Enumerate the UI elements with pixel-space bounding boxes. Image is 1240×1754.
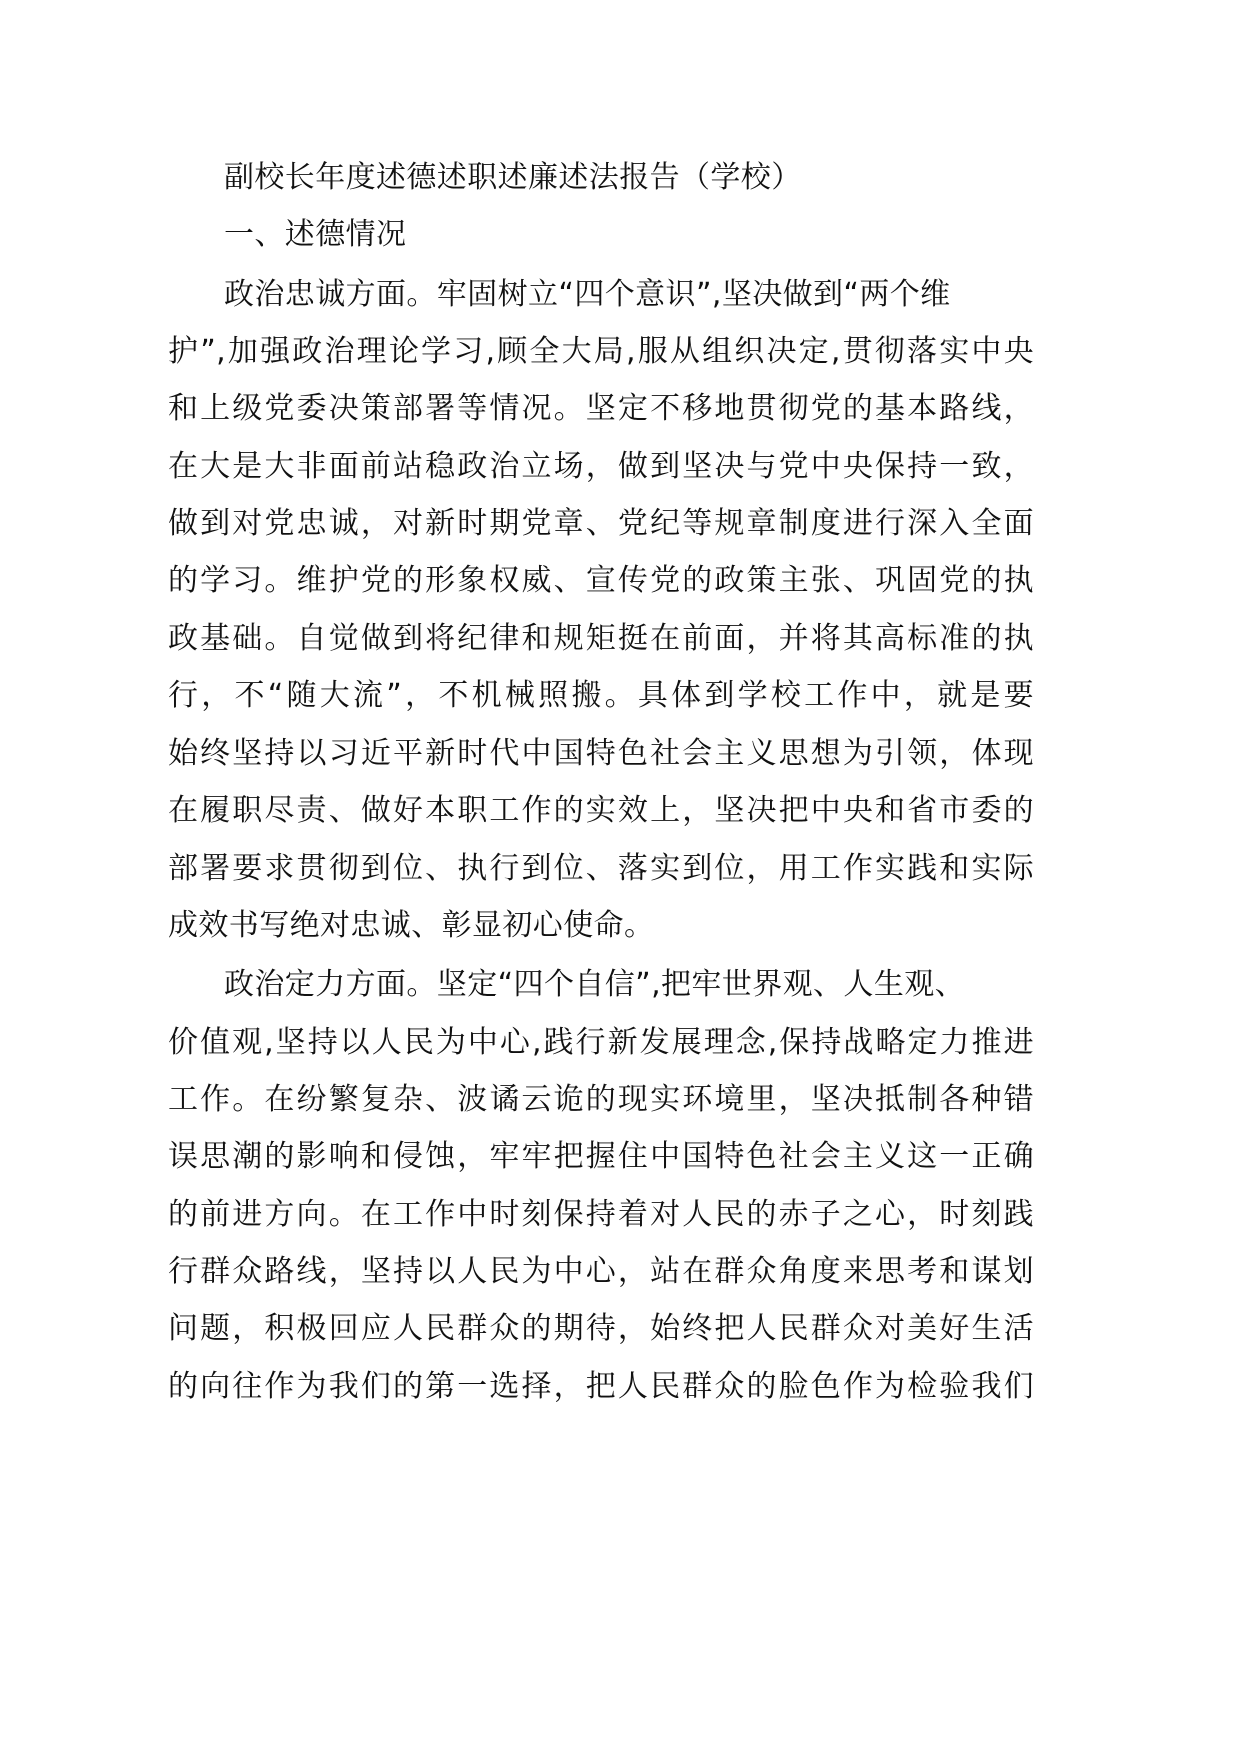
paragraph-line: 护”,加强政治理论学习,顾全大局,服从组织决定,贯彻落实中央 — [168, 334, 1034, 369]
paragraph-line: 问题，积极回应人民群众的期待，始终把人民群众对美好生活 — [168, 1311, 1034, 1346]
paragraph-line: 的前进方向。在工作中时刻保持着对人民的赤子之心，时刻践 — [168, 1197, 1034, 1232]
paragraph-line: 行群众路线，坚持以人民为中心，站在群众角度来思考和谋划 — [168, 1254, 1034, 1289]
paragraph-line: 始终坚持以习近平新时代中国特色社会主义思想为引领，体现 — [168, 736, 1034, 771]
paragraph-line: 价值观,坚持以人民为中心,践行新发展理念,保持战略定力推进 — [168, 1025, 1034, 1060]
paragraph-line: 做到对党忠诚，对新时期党章、党纪等规章制度进行深入全面 — [168, 506, 1034, 541]
paragraph-line: 的向往作为我们的第一选择，把人民群众的脸色作为检验我们 — [168, 1369, 1034, 1404]
paragraph-line: 和上级党委决策部署等情况。坚定不移地贯彻党的基本路线， — [168, 391, 1034, 426]
paragraph-line: 政治忠诚方面。牢固树立“四个意识”,坚决做到“两个维 — [224, 277, 951, 312]
paragraph-line: 成效书写绝对忠诚、彰显初心使命。 — [168, 908, 655, 943]
document-title: 副校长年度述德述职述廉述法报告（学校） — [224, 160, 802, 195]
paragraph-line: 在大是大非面前站稳政治立场，做到坚决与党中央保持一致， — [168, 449, 1034, 484]
paragraph-line: 政治定力方面。坚定“四个自信”,把牢世界观、人生观、 — [224, 967, 966, 1002]
section-heading: 一、述德情况 — [224, 217, 407, 252]
paragraph-line: 在履职尽责、做好本职工作的实效上，坚决把中央和省市委的 — [168, 793, 1034, 828]
paragraph-line: 部署要求贯彻到位、执行到位、落实到位，用工作实践和实际 — [168, 851, 1034, 886]
paragraph-line: 误思潮的影响和侵蚀，牢牢把握住中国特色社会主义这一正确 — [168, 1139, 1034, 1174]
paragraph-line: 的学习。维护党的形象权威、宣传党的政策主张、巩固党的执 — [168, 563, 1034, 598]
paragraph-line: 工作。在纷繁复杂、波谲云诡的现实环境里，坚决抵制各种错 — [168, 1082, 1034, 1117]
paragraph-line: 政基础。自觉做到将纪律和规矩挺在前面，并将其高标准的执 — [168, 621, 1034, 656]
paragraph-line: 行，不“随大流”，不机械照搬。具体到学校工作中，就是要 — [168, 678, 1034, 713]
